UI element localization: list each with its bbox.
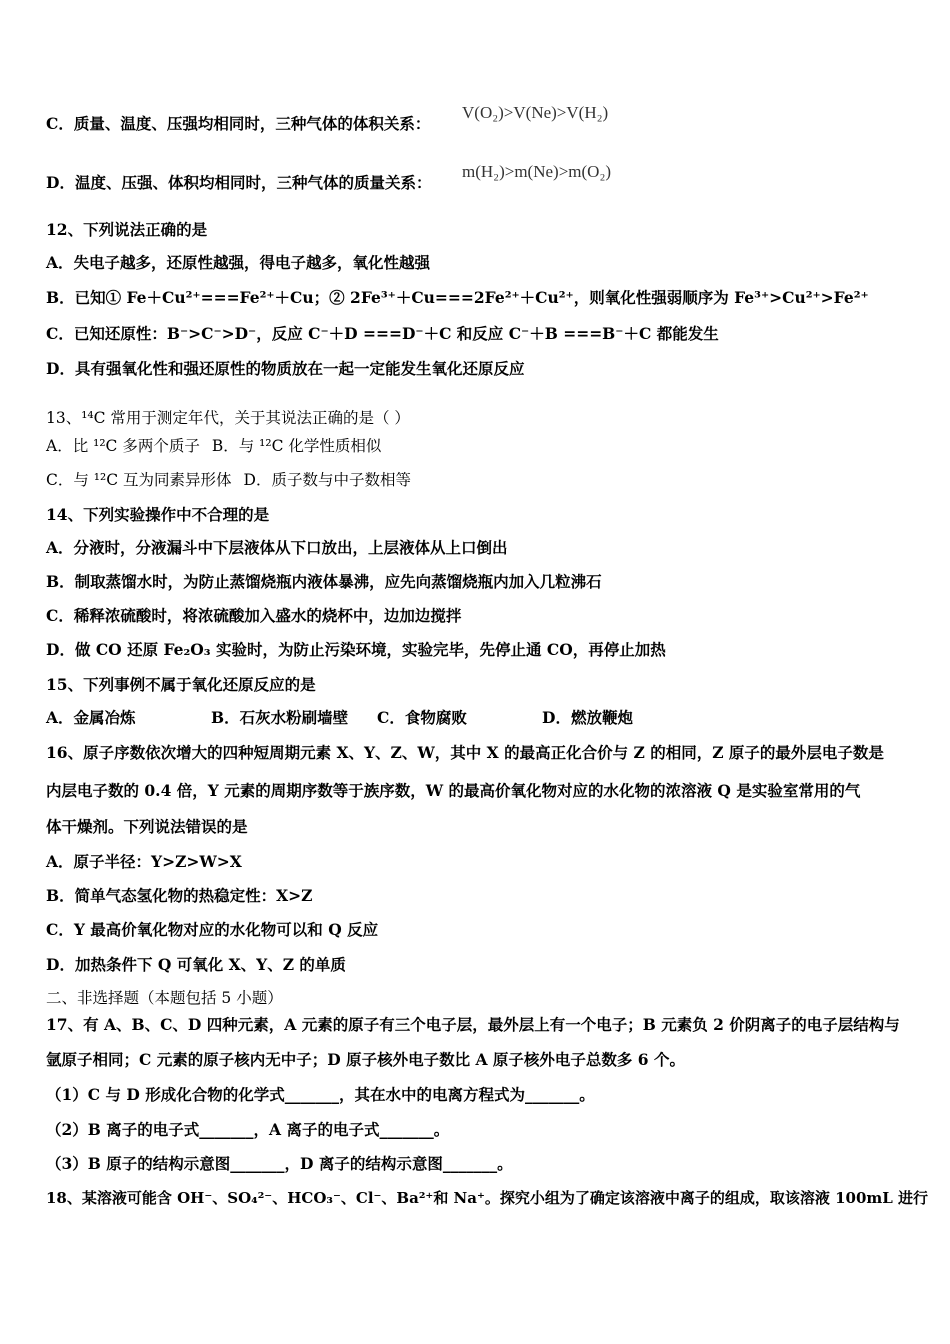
q13-options-cd	[46, 470, 411, 490]
q14-option-b: B．制取蒸馏水时，为防止蒸馏烧瓶内液体暴沸，应先向蒸馏烧瓶内加入几粒沸石	[46, 572, 602, 591]
question-18: 18、某溶液可能含 OH⁻、SO₄²⁻、HCO₃⁻、Cl⁻、Ba²⁺和 Na⁺。探究小组为了确定该溶液中离子的组成，取该溶液 100mL 进行	[46, 1189, 929, 1207]
q12-option-c: C．已知还原性：B⁻>C⁻>D⁻，反应 C⁻＋D ===D⁻＋C 和反应 C⁻＋B ===B⁻＋C 都能发生	[46, 324, 719, 343]
q12-option-a: A．失电子越多，还原性越强，得电子越多，氧化性越强	[46, 253, 431, 272]
q12-option-b: B．已知① Fe＋Cu²⁺===Fe²⁺＋Cu；② 2Fe³⁺＋Cu===2Fe²⁺＋Cu²⁺，则氧化性强弱顺序为 Fe³⁺>Cu²⁺>Fe²⁺	[46, 288, 869, 307]
q15-option-c: C．食物腐败	[377, 708, 467, 727]
q14-option-d: D．做 CO 还原 Fe₂O₃ 实验时，为防止污染环境，实验完毕，先停止通 CO，再停止加热	[46, 640, 666, 659]
q13-option-a: A．比 ¹²C 多两个质子	[46, 437, 200, 455]
q14-option-c: C．稀释浓硫酸时，将浓硫酸加入盛水的烧杯中，边加边搅拌	[46, 606, 462, 625]
q16-option-c: C．Y 最高价氧化物对应的水化物可以和 Q 反应	[46, 920, 379, 939]
q13-option-c: C．与 ¹²C 互为同素异形体	[46, 471, 232, 489]
question-14: 14、下列实验操作中不合理的是	[46, 505, 270, 524]
q12-option-d: D．具有强氧化性和强还原性的物质放在一起一定能发生氧化还原反应	[46, 359, 525, 378]
question-15: 15、下列事例不属于氧化还原反应的是	[46, 675, 316, 694]
q16-option-d: D．加热条件下 Q 可氧化 X、Y、Z 的单质	[46, 955, 346, 974]
question-17-line1: 17、有 A、B、C、D 四种元素，A 元素的原子有三个电子层，最外层上有一个电子；B 元素负 2 价阴离子的电子层结构与	[46, 1015, 900, 1034]
q17-part-3: （3）B 原子的结构示意图_______，D 离子的结构示意图_______。	[46, 1154, 513, 1173]
option-c-volume: C．质量、温度、压强均相同时，三种气体的体积关系：	[46, 114, 431, 133]
question-16-line3: 体干燥剂。下列说法错误的是	[46, 817, 248, 836]
question-16-line1: 16、原子序数依次增大的四种短周期元素 X、Y、Z、W，其中 X 的最高正化合价与 Z 的相同，Z 原子的最外层电子数是	[46, 743, 884, 762]
q17-part-2: （2）B 离子的电子式_______，A 离子的电子式_______。	[46, 1120, 450, 1139]
q15-option-a: A．金属冶炼	[46, 708, 136, 727]
q13-option-b: B．与 ¹²C 化学性质相似	[211, 437, 382, 455]
question-13: 13、¹⁴C 常用于测定年代，关于其说法正确的是（ ）	[46, 409, 410, 427]
q16-option-b: B．简单气态氢化物的热稳定性：X>Z	[46, 886, 313, 905]
q16-option-a: A．原子半径：Y>Z>W>X	[46, 852, 242, 871]
question-17-line2: 氩原子相同；C 元素的原子核内无中子；D 原子核外电子数比 A 原子核外电子总数多 6 个。	[46, 1050, 685, 1069]
q13-options-ab	[46, 436, 381, 456]
q13-option-d: D．质子数与中子数相等	[243, 471, 411, 489]
question-16-line2: 内层电子数的 0.4 倍，Y 元素的周期序数等于族序数，W 的最高价氧化物对应的水化物的浓溶液 Q 是实验室常用的气	[46, 781, 861, 800]
q15-option-b: B．石灰水粉刷墙壁	[211, 708, 349, 727]
q15-option-d: D．燃放鞭炮	[542, 708, 633, 727]
q14-option-a: A．分液时，分液漏斗中下层液体从下口放出，上层液体从上口倒出	[46, 538, 508, 557]
option-d-mass: D．温度、压强、体积均相同时，三种气体的质量关系：	[46, 173, 432, 192]
q17-part-1: （1）C 与 D 形成化合物的化学式_______，其在水中的电离方程式为_______。	[46, 1085, 595, 1104]
formula-volume-relation: V(O₂)>V(Ne)>V(H₂)	[462, 103, 609, 122]
formula-mass-relation: m(H₂)>m(Ne)>m(O₂)	[462, 162, 612, 181]
section-2-heading: 二、非选择题（本题包括 5 小题）	[46, 989, 283, 1007]
question-12: 12、下列说法正确的是	[46, 220, 208, 239]
